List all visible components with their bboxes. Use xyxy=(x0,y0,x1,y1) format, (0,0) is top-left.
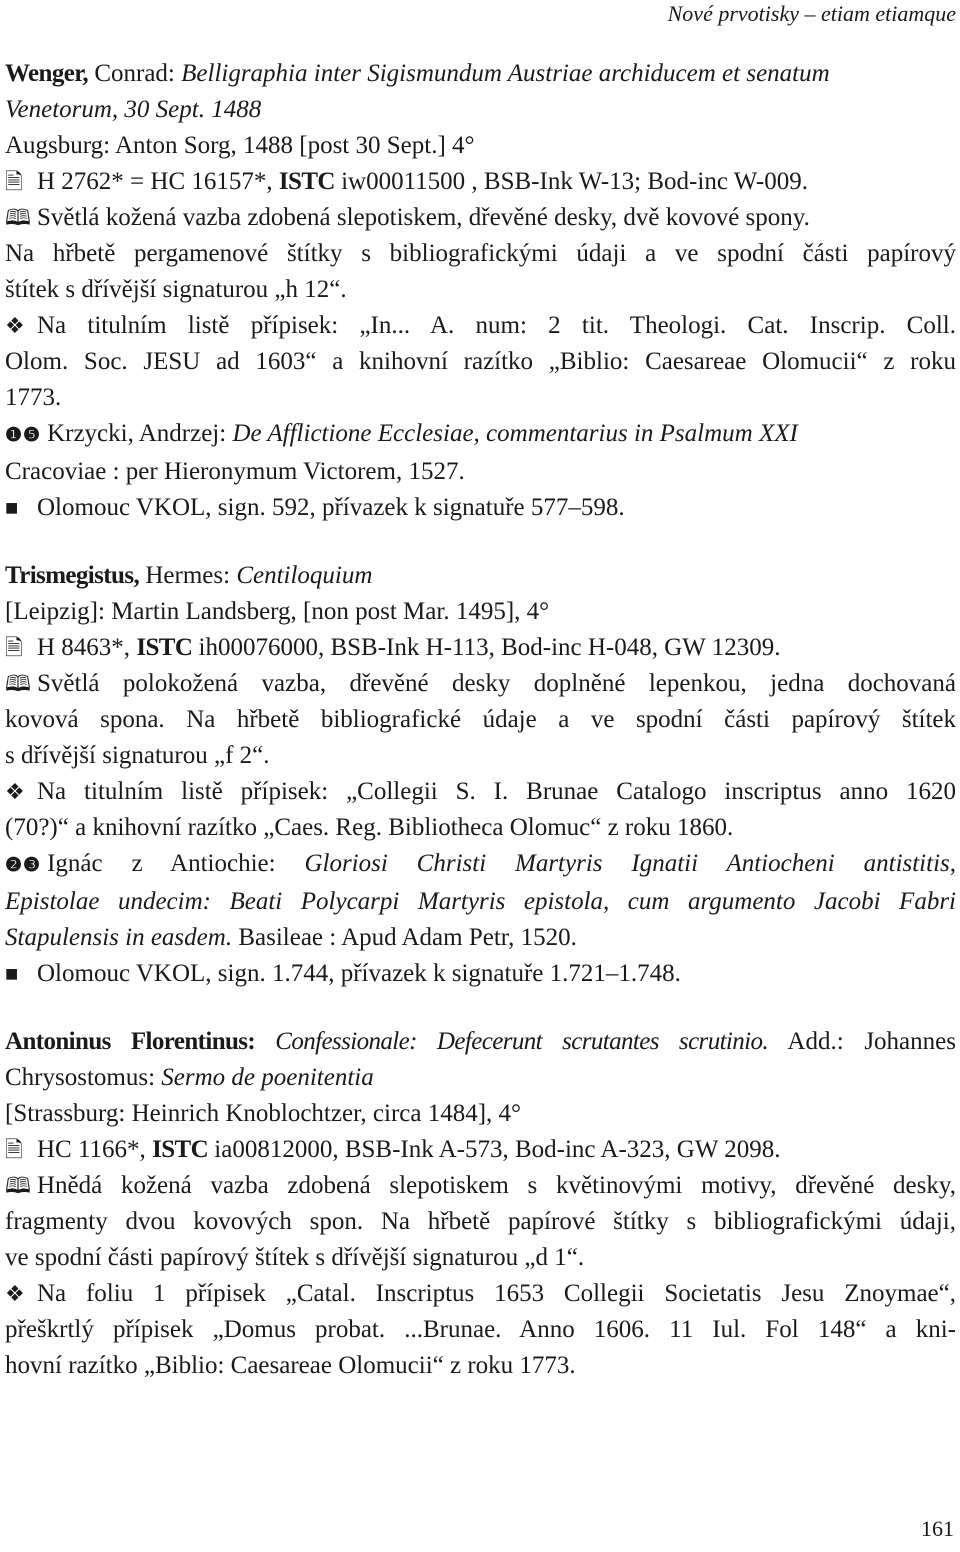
page-number: 161 xyxy=(921,1516,954,1541)
open-book-icon: 🕮 xyxy=(5,205,31,230)
page-content xyxy=(5,56,956,1416)
catalog-text: HC 1166*, xyxy=(37,1136,153,1163)
bound-imprint: Cracoviae : per Hieronymum Victorem, 1527. xyxy=(5,458,465,485)
entry-author: Antoninus Florentinus: xyxy=(5,1028,256,1055)
document-lines-icon: 🗎 xyxy=(5,635,23,660)
entry-note xyxy=(5,1276,956,1312)
entry-author-rest: Hermes: xyxy=(139,562,237,589)
bound-imprint: Basileae : Apud Adam Petr, 1520. xyxy=(232,924,577,951)
entry-wenger xyxy=(5,56,956,526)
note-text: Na titulním listě přípisek: „In... A. num: 2 tit. Theologi. Cat. Inscrip. Coll. xyxy=(37,312,956,339)
open-book-icon: 🕮 xyxy=(5,671,31,696)
catalog-text: H 2762* = HC 16157*, xyxy=(37,168,279,195)
entry-heading xyxy=(5,56,956,92)
entry-heading xyxy=(5,558,956,594)
entry-bound-with xyxy=(5,416,956,454)
entry-catalog xyxy=(5,164,956,200)
note-line-3: 1773. xyxy=(5,384,62,411)
entry-note xyxy=(5,774,956,810)
catalog-text-rest: iw00011500 , BSB-Ink W-13; Bod-inc W-009. xyxy=(334,168,809,195)
note-text: Na titulním listě přípisek: „Collegii S. I. Brunae Catalogo inscriptus anno 1620 xyxy=(37,778,956,805)
diamond-dots-icon: ❖ xyxy=(5,1281,25,1306)
location-text: Olomouc VKOL, sign. 592, přívazek k signatuře 577–598. xyxy=(37,494,625,521)
note-line-2: přeškrtlý přípisek „Domus probat. ...Brunae. Anno 1606. 11 Iul. Fol 148“ a kni- xyxy=(5,1316,956,1343)
binding-line-3: s dřívější signaturou „f 2“. xyxy=(5,742,270,769)
bound-title-line-2: Epistolae undecim: Beati Polycarpi Martyris epistola, cum argumento Jacobi Fabri xyxy=(5,888,956,915)
entry-catalog xyxy=(5,1132,956,1168)
note-line-3: hovní razítko „Biblio: Caesareae Olomucii“ z roku 1773. xyxy=(5,1352,576,1379)
location-text: Olomouc VKOL, sign. 1.744, přívazek k signatuře 1.721–1.748. xyxy=(37,960,681,987)
entry-binding xyxy=(5,666,956,702)
entry-heading-line-2 xyxy=(5,1060,956,1096)
document-lines-icon: 🗎 xyxy=(5,169,23,194)
open-book-icon: 🕮 xyxy=(5,1173,31,1198)
catalog-text-rest: ih00076000, BSB-Ink H-113, Bod-inc H-048, GW 12309. xyxy=(192,634,781,661)
black-square-icon: ■ xyxy=(5,495,19,520)
entry-imprint: [Leipzig]: Martin Landsberg, [non post Mar. 1495], 4° xyxy=(5,598,550,625)
istc-label: ISTC xyxy=(136,634,193,661)
binding-text: Světlá kožená vazba zdobená slepotiskem, dřevěné desky, dvě kovové spony. xyxy=(37,204,810,231)
note-line-2: Olom. Soc. JESU ad 1603“ a knihovní razítko „Biblio: Caesareae Olomucii“ z roku xyxy=(5,348,956,375)
entry-author-rest: Conrad: xyxy=(88,60,182,87)
note-text: Na foliu 1 přípisek „Catal. Inscriptus 1653 Collegii Societatis Jesu Znoymae“, xyxy=(37,1280,956,1307)
add-title: Sermo de poenitentia xyxy=(161,1064,374,1091)
entry-add: Add.: Johannes xyxy=(768,1028,956,1055)
bound-title-end: Stapulensis in easdem. xyxy=(5,924,233,951)
binding-line-3: štítek s dřívější signaturou „h 12“. xyxy=(5,276,347,303)
circled-digits-icon: ❶❺ xyxy=(5,425,42,446)
diamond-dots-icon: ❖ xyxy=(5,779,25,804)
entry-title-cont: Venetorum, 30 Sept. 1488 xyxy=(5,96,262,123)
add-author: Chrysostomus: xyxy=(5,1064,162,1091)
binding-text: Světlá polokožená vazba, dřevěné desky doplněné lepenkou, jedna dochovaná xyxy=(37,670,956,697)
catalog-text: H 8463*, xyxy=(37,634,137,661)
istc-label: ISTC xyxy=(278,168,335,195)
entry-title: Belligraphia inter Sigismundum Austriae archiducem et senatum xyxy=(181,60,830,87)
bound-title: Gloriosi Christi Martyris Ignatii Antiocheni antistitis, xyxy=(304,850,957,877)
entry-author: Trismegistus, xyxy=(5,562,140,589)
entry-antoninus xyxy=(5,1024,956,1384)
bound-author: Krzycki, Andrzej: xyxy=(47,420,233,447)
entry-binding xyxy=(5,1168,956,1204)
entry-heading xyxy=(5,1024,956,1060)
diamond-dots-icon: ❖ xyxy=(5,313,25,338)
catalog-text-rest: ia00812000, BSB-Ink A-573, Bod-inc A-323, GW 2098. xyxy=(208,1136,781,1163)
binding-line-2: Na hřbetě pergamenové štítky s bibliografickými údaji a ve spodní části papírový xyxy=(5,240,956,267)
circled-digits-icon: ❷❸ xyxy=(5,855,42,876)
istc-label: ISTC xyxy=(152,1136,209,1163)
entry-note xyxy=(5,308,956,344)
entry-location xyxy=(5,490,956,526)
binding-line-3: ve spodní části papírový štítek s dřívější signaturou „d 1“. xyxy=(5,1244,585,1271)
entry-catalog xyxy=(5,630,956,666)
entry-title: Centiloquium xyxy=(236,562,373,589)
binding-line-2: fragmenty dvou kovových spon. Na hřbetě papírové štítky s bibliografickými údaji, xyxy=(5,1208,956,1235)
document-lines-icon: 🗎 xyxy=(5,1137,23,1162)
bound-title-line-3 xyxy=(5,920,956,956)
binding-line-2: kovová spona. Na hřbetě bibliografické údaje a ve spodní části papírový štítek xyxy=(5,706,956,733)
binding-text: Hnědá kožená vazba zdobená slepotiskem s květinovými motivy, dřevěné desky, xyxy=(37,1172,956,1199)
bound-author: Ignác z Antiochie: xyxy=(47,850,305,877)
running-header: Nové prvotisky – etiam etiamque xyxy=(667,1,956,26)
entry-title: Confessionale: Defecerunt scrutantes scrutinio. xyxy=(255,1028,769,1055)
entry-binding xyxy=(5,200,956,236)
entry-trismegistus xyxy=(5,558,956,992)
entry-imprint: Augsburg: Anton Sorg, 1488 [post 30 Sept.] 4° xyxy=(5,132,475,159)
entry-author: Wenger, xyxy=(5,60,89,87)
black-square-icon: ■ xyxy=(5,961,19,986)
entry-location xyxy=(5,956,956,992)
entry-bound-with xyxy=(5,846,956,884)
note-line-2: (70?)“ a knihovní razítko „Caes. Reg. Bibliotheca Olomuc“ z roku 1860. xyxy=(5,814,734,841)
bound-title: De Afflictione Ecclesiae, commentarius in Psalmum XXI xyxy=(232,420,798,447)
entry-imprint: [Strassburg: Heinrich Knoblochtzer, circa 1484], 4° xyxy=(5,1100,522,1127)
